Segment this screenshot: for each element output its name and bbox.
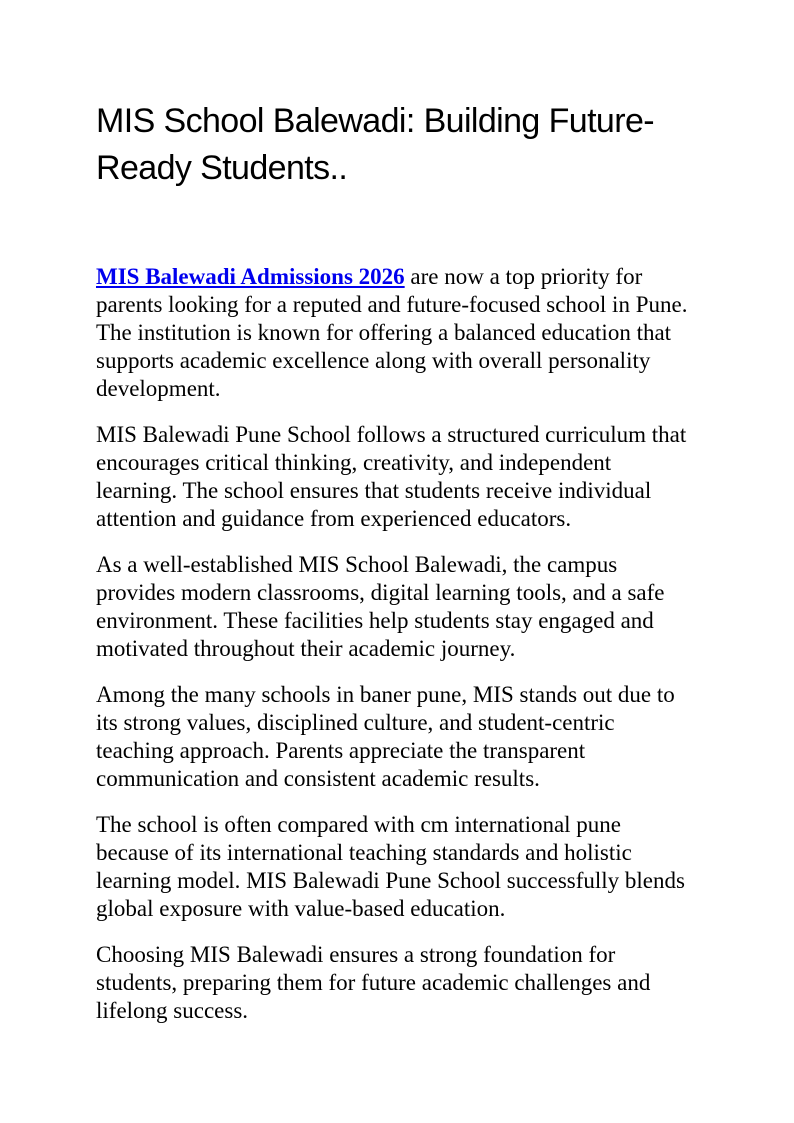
comparison-paragraph: The school is often compared with cm international pune because of its international teaching standards and holistic learning model. MIS Balewadi Pune School successfully blends global exposure with value-based education. — [96, 812, 685, 921]
page-title: MIS School Balewadi: Building Future-Ready Students.. — [96, 102, 654, 187]
campus-paragraph: As a well-established MIS School Balewadi, the campus provides modern classrooms, digital learning tools, and a safe environment. These facilities help students stay engaged and motivated throughout their academic journey. — [96, 552, 665, 661]
admissions-link[interactable]: MIS Balewadi Admissions 2026 — [96, 264, 405, 289]
curriculum-paragraph: MIS Balewadi Pune School follows a structured curriculum that encourages critical thinking, creativity, and independent learning. The school ensures that students receive individual attention and guidance from experienced educators. — [96, 422, 687, 531]
values-paragraph: Among the many schools in baner pune, MIS stands out due to its strong values, disciplined culture, and student-centric teaching approach. Parents appreciate the transparent communication and consistent academic results. — [96, 682, 675, 791]
document-body — [96, 263, 696, 1043]
intro-paragraph — [96, 263, 696, 403]
intro-text: are now a top priority for parents looking for a reputed and future-focused school in Pune. The institution is known for offering a balanced education that supports academic excellence along with overall personality development. — [96, 264, 688, 401]
conclusion-paragraph: Choosing MIS Balewadi ensures a strong foundation for students, preparing them for future academic challenges and lifelong success. — [96, 942, 651, 1023]
